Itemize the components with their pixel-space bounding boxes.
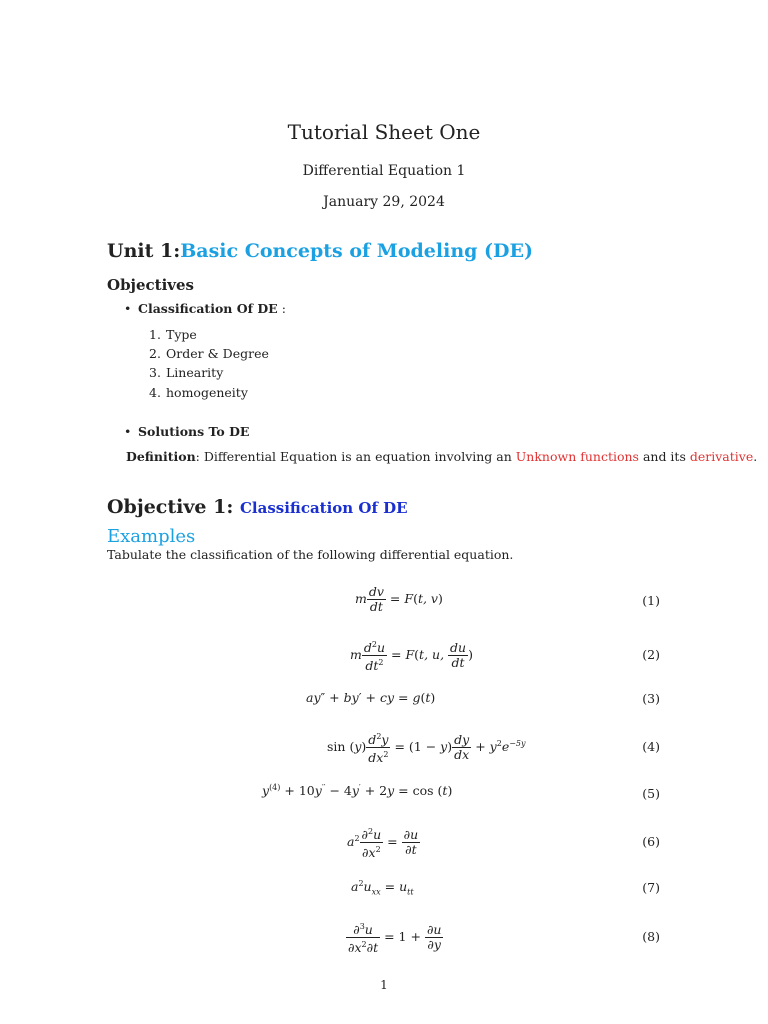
definition-label: Definition [126, 449, 196, 464]
definition [126, 449, 757, 464]
equation-number: (6) [642, 834, 660, 849]
page-subtitle: Differential Equation 1 [302, 163, 466, 179]
list-text: homogeneity [166, 385, 248, 400]
equation-7: $a^2u_{xx} = u_{tt}$ [351, 879, 414, 897]
equation-4: sin (y) $\frac{d^2y}{dx^2}$ = (1 − y) $\frac{dy}{dx}$ + $y^2e^{-5y}$ [327, 732, 526, 766]
equation-5: $y^{(4)} + 10y'' - 4y' + 2y = \cos (t)$ [262, 783, 453, 799]
page-date: January 29, 2024 [323, 194, 445, 210]
definition-text: and its [638, 449, 690, 464]
equation-6: $a^2$ $\frac{\partial^2u}{\partial x^2}$ = $\frac{\partial u}{\partial t}$ [347, 827, 419, 861]
equation-number: (5) [642, 786, 660, 801]
list-number: 2. [149, 346, 161, 361]
equation-3: ay″ + by′ + cy = g(t) [306, 690, 436, 705]
equation-1: m $\frac{dv}{dt}$ = F(t, v) [355, 584, 443, 614]
list-item [149, 385, 248, 400]
unit-name: Basic Concepts of Modeling (DE) [180, 240, 533, 262]
examples-intro: Tabulate the classification of the following differential equation. [107, 547, 514, 562]
list-item [149, 327, 197, 342]
list-text: Type [166, 327, 197, 342]
list-number: 4. [149, 385, 161, 400]
objective-prefix: Objective 1: [107, 496, 234, 518]
bullet-suffix: : [277, 301, 286, 316]
definition-text: . [753, 449, 758, 464]
equation-number: (8) [642, 929, 660, 944]
definition-highlight-derivative: derivative [689, 449, 754, 464]
bullet-classification [124, 301, 286, 316]
list-text: Linearity [166, 365, 224, 380]
definition-highlight-unknown: Unknown functions [515, 449, 639, 464]
list-number: 1. [149, 327, 161, 342]
equation-2: m $\frac{d^2u}{dt^2}$ = F(t, u, $\frac{du}{dt}$ ) [350, 640, 473, 674]
list-item [149, 365, 223, 380]
list-number: 3. [149, 365, 161, 380]
objective-name: Classification Of DE [239, 499, 408, 517]
objectives-heading: Objectives [107, 276, 194, 294]
list-item [149, 346, 269, 361]
page-number: 1 [380, 978, 388, 992]
unit-prefix: Unit 1: [107, 240, 181, 262]
objective-heading [107, 496, 408, 518]
page-title: Tutorial Sheet One [287, 120, 481, 144]
bullet-dot: • [124, 301, 132, 316]
equation-number: (7) [642, 880, 660, 895]
equation-number: (2) [642, 647, 660, 662]
list-text: Order & Degree [166, 346, 269, 361]
bullet-label: Classification Of DE [138, 301, 278, 316]
bullet-dot: • [124, 424, 132, 439]
equation-number: (4) [642, 739, 660, 754]
definition-text: : Differential Equation is an equation involving an [195, 449, 516, 464]
bullet-label: Solutions To DE [138, 424, 250, 439]
equation-8: $\frac{\partial^3u}{\partial x^2\partial t}$ = 1 + $\frac{\partial u}{\partial y}$ [348, 922, 442, 956]
equation-number: (3) [642, 691, 660, 706]
bullet-solutions [124, 424, 249, 439]
unit-heading [107, 240, 533, 262]
equation-number: (1) [642, 593, 660, 608]
examples-heading: Examples [107, 526, 196, 547]
